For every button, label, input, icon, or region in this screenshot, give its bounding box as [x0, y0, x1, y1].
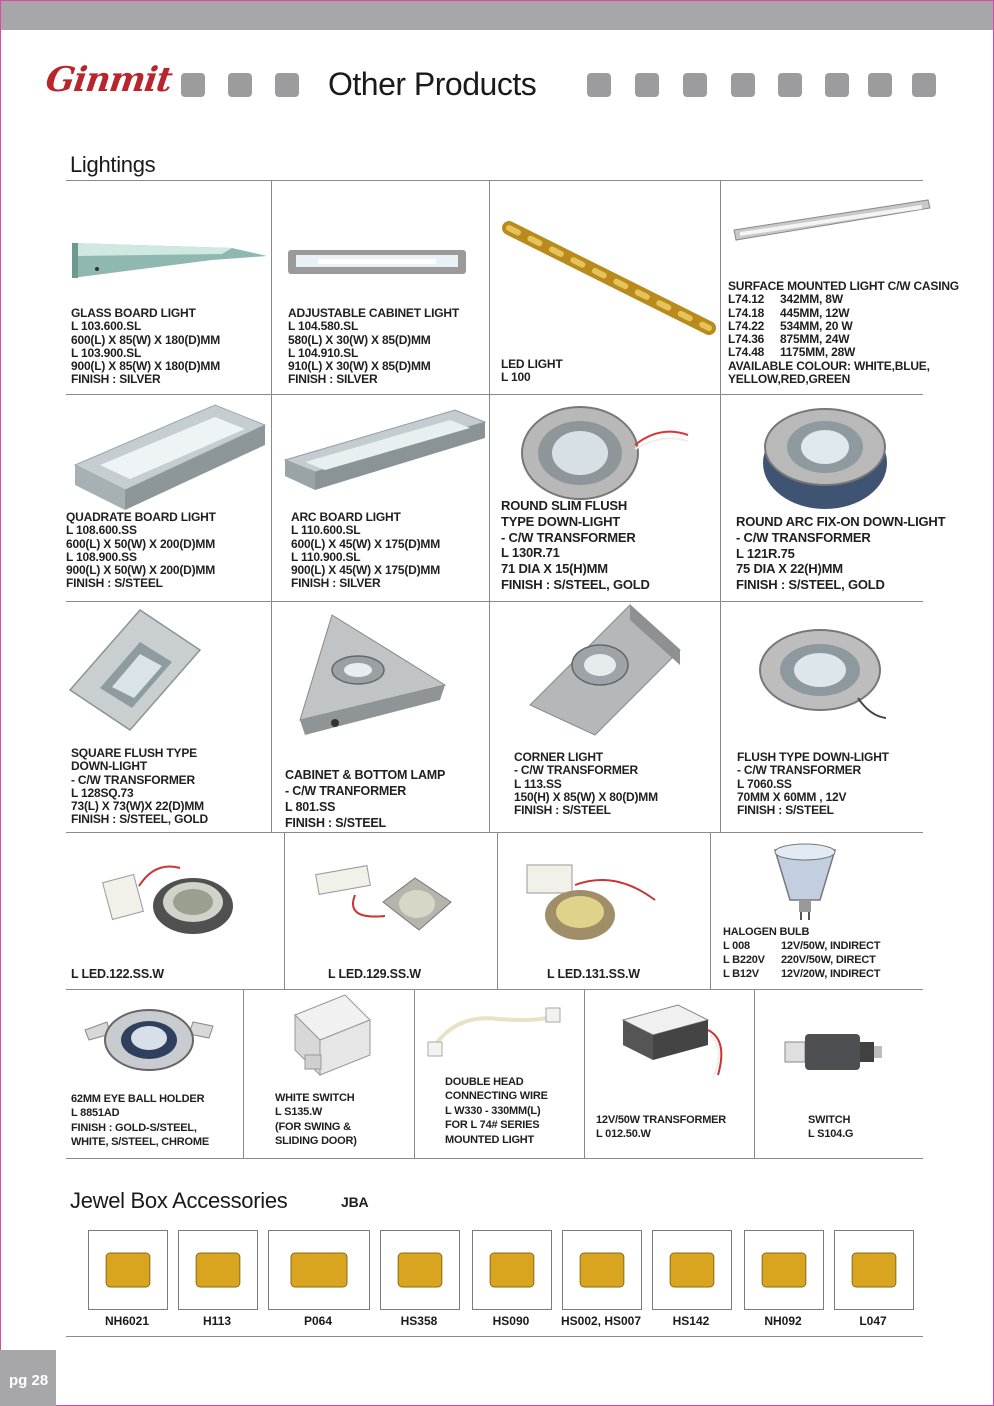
spec-value: 875MM, 24W [780, 332, 850, 347]
jewel-item-code: HS142 [672, 1314, 710, 1328]
jewel-item-code: HS002, HS007 [560, 1314, 642, 1328]
grid-line [66, 180, 923, 181]
arc-board-light-image [285, 410, 485, 490]
connecting-wire-caption: DOUBLE HEAD CONNECTING WIRE L W330 - 330MM(L) FOR L 74# SERIES MOUNTED LIGHT [445, 1076, 548, 1146]
flush-type-down-light-caption: FLUSH TYPE DOWN-LIGHT - C/W TRANSFORMER L 7060.SS 70MM X 60MM , 12V FINISH : S/STEEL [737, 750, 889, 818]
jewel-item-code: NH6021 [104, 1314, 150, 1328]
quadrate-board-light-image [75, 405, 265, 510]
section-title-lightings: Lightings [70, 152, 156, 177]
jewel-item-image [834, 1230, 914, 1310]
spec-value: 1175MM, 28W [780, 345, 856, 360]
jewel-item-code: HS358 [400, 1314, 438, 1328]
led-122-image [105, 856, 240, 936]
spec-value: 342MM, 8W [780, 292, 843, 307]
jewel-item-image [380, 1230, 460, 1310]
led-light-image [505, 224, 715, 334]
flush-type-down-light-image [758, 628, 888, 723]
grid-line [271, 180, 272, 601]
led-122-caption: L LED.122.SS.W [71, 967, 164, 981]
header-square [181, 73, 205, 97]
jewel-item-code: HS090 [492, 1314, 530, 1328]
spec-code: L74.18 [728, 305, 765, 320]
surface-mounted-light-caption: SURFACE MOUNTED LIGHT C/W CASING L74.12 342MM, 8W L74.18 445MM, 12W L74.22 534MM, 20 W L74.36 875MM, 24W L74.48 1175MM, 28W AVAILABLE COLOUR: WHITE,BLUE, YELLOW,RED,GREEN [728, 279, 959, 387]
section-title-jewel-box: Jewel Box Accessories [70, 1188, 288, 1213]
hardware-icon [381, 1231, 459, 1309]
spec-code: L74.22 [728, 318, 765, 333]
jewel-item-image [744, 1230, 824, 1310]
page-number: pg 28 [9, 1372, 49, 1389]
white-switch-image [285, 995, 375, 1085]
header-square [683, 73, 707, 97]
header-square [275, 73, 299, 97]
grid-line [66, 1158, 923, 1159]
round-arc-fix-on-light-caption: ROUND ARC FIX-ON DOWN-LIGHT - C/W TRANSFORMER L 121R.75 75 DIA X 22(H)MM FINISH : S/STEEL, GOLD [736, 514, 946, 593]
switch-caption: SWITCH L S104.G [808, 1114, 854, 1141]
hardware-icon [89, 1231, 167, 1309]
grid-line [66, 601, 923, 602]
spec-code: L74.36 [728, 332, 765, 347]
hardware-icon [269, 1231, 369, 1309]
halogen-bulb-caption: HALOGEN BULB L 008 12V/50W, INDIRECT L B220V 220V/50W, DIRECT L B12V 12V/20W, INDIRECT [723, 926, 881, 980]
spec-value: 534MM, 20 W [780, 318, 853, 333]
page-number-tab [0, 1350, 56, 1406]
glass-board-light-caption: GLASS BOARD LIGHT L 103.600.SL 600(L) X 85(W) X 180(D)MM L 103.900.SL 900(L) X 85(W) X 180(D)MM FINISH : SILVER [71, 306, 221, 387]
jewel-item-image [562, 1230, 642, 1310]
jewel-box-code: JBA [341, 1194, 369, 1210]
jewel-item-code: H113 [202, 1314, 232, 1328]
eye-ball-holder-image [85, 1000, 215, 1080]
header-square [587, 73, 611, 97]
hardware-icon [835, 1231, 913, 1309]
round-slim-flush-light-image [520, 405, 690, 500]
header-square [825, 73, 849, 97]
grid-line [66, 832, 923, 833]
grid-line [497, 832, 498, 989]
top-bar [1, 1, 993, 30]
grid-line [720, 601, 721, 832]
square-flush-light-caption: SQUARE FLUSH TYPE DOWN-LIGHT - C/W TRANSFORMER L 128SQ.73 73(L) X 73(W)X 22(D)MM FINISH : S/STEEL, GOLD [71, 746, 208, 827]
cabinet-bottom-lamp-caption: CABINET & BOTTOM LAMP - C/W TRANFORMER L 801.SS FINISH : S/STEEL [285, 768, 446, 830]
header-square [778, 73, 802, 97]
header-square [868, 73, 892, 97]
jewel-item-code: NH092 [764, 1314, 802, 1328]
hardware-icon [653, 1231, 731, 1309]
grid-line [720, 180, 721, 601]
hardware-icon [745, 1231, 823, 1309]
header-square [731, 73, 755, 97]
grid-line [66, 989, 923, 990]
led-129-image [315, 860, 455, 940]
hardware-icon [179, 1231, 257, 1309]
corner-light-image [530, 605, 680, 735]
grid-line [489, 180, 490, 601]
jewel-item-image [652, 1230, 732, 1310]
led-131-caption: L LED.131.SS.W [547, 967, 640, 981]
brand-logo: Ginmit [43, 60, 175, 100]
jewel-item-code: P064 [303, 1314, 333, 1328]
grid-line [271, 601, 272, 832]
jewel-item-image [472, 1230, 552, 1310]
square-flush-light-image [70, 610, 200, 730]
glass-board-light-image [72, 238, 267, 283]
jewel-item-image [88, 1230, 168, 1310]
switch-image [785, 1030, 885, 1075]
grid-line [489, 601, 490, 832]
halogen-bulb-image [765, 840, 845, 920]
grid-line [243, 989, 244, 1158]
spec-value: 445MM, 12W [780, 305, 850, 320]
jewel-item-image [178, 1230, 258, 1310]
adjustable-cabinet-light-image [288, 250, 466, 276]
led-light-caption: LED LIGHT L 100 [501, 357, 563, 385]
corner-light-caption: CORNER LIGHT - C/W TRANSFORMER L 113.SS 150(H) X 85(W) X 80(D)MM FINISH : S/STEEL [514, 750, 658, 818]
surface-mounted-light-image [732, 200, 932, 245]
jewel-item-image [268, 1230, 370, 1310]
page-title: Other Products [328, 66, 537, 102]
header-square [912, 73, 936, 97]
grid-line [710, 832, 711, 989]
led-131-image [525, 860, 665, 945]
spec-code: L74.12 [728, 292, 765, 307]
header-square [228, 73, 252, 97]
spec-code: L B220V [723, 954, 765, 966]
transformer-image [618, 1000, 738, 1080]
spec-code: L 008 [723, 940, 750, 952]
round-arc-fix-on-light-image [760, 405, 890, 510]
connecting-wire-image [428, 1004, 568, 1064]
arc-board-light-caption: ARC BOARD LIGHT L 110.600.SL 600(L) X 45(W) X 175(D)MM L 110.900.SL 900(L) X 45(W) X 175(D)MM FINISH : SILVER [291, 510, 441, 591]
grid-line [754, 989, 755, 1158]
quadrate-board-light-caption: QUADRATE BOARD LIGHT L 108.600.SS 600(L) X 50(W) X 200(D)MM L 108.900.SS 900(L) X 50(W) X 200(D)MM FINISH : S/STEEL [66, 510, 216, 591]
grid-line [66, 1336, 923, 1337]
white-switch-caption: WHITE SWITCH L S135.W (FOR SWING & SLIDING DOOR) [275, 1092, 357, 1148]
adjustable-cabinet-light-caption: ADJUSTABLE CABINET LIGHT L 104.580.SL 580(L) X 30(W) X 85(D)MM L 104.910.SL 910(L) X 30(W) X 85(D)MM FINISH : SILVER [288, 306, 459, 387]
spec-value: 12V/50W, INDIRECT [781, 940, 881, 952]
jewel-item-code: L047 [859, 1314, 887, 1328]
spec-code: L B12V [723, 968, 759, 980]
header-square [635, 73, 659, 97]
transformer-caption: 12V/50W TRANSFORMER L 012.50.W [596, 1114, 727, 1141]
hardware-icon [473, 1231, 551, 1309]
grid-line [584, 989, 585, 1158]
round-slim-flush-light-caption: ROUND SLIM FLUSH TYPE DOWN-LIGHT - C/W TRANSFORMER L 130R.71 71 DIA X 15(H)MM FINISH : S/STEEL, GOLD [501, 498, 650, 592]
eye-ball-holder-caption: 62MM EYE BALL HOLDER L 8851AD FINISH : GOLD-S/STEEL, WHITE, S/STEEL, CHROME [71, 1093, 209, 1149]
spec-value: 12V/20W, INDIRECT [781, 968, 881, 980]
grid-line [414, 989, 415, 1158]
hardware-icon [563, 1231, 641, 1309]
grid-line [66, 394, 923, 395]
led-129-caption: L LED.129.SS.W [328, 967, 421, 981]
spec-code: L74.48 [728, 345, 765, 360]
grid-line [284, 832, 285, 989]
spec-value: 220V/50W, DIRECT [781, 954, 876, 966]
cabinet-bottom-lamp-image [300, 615, 445, 735]
